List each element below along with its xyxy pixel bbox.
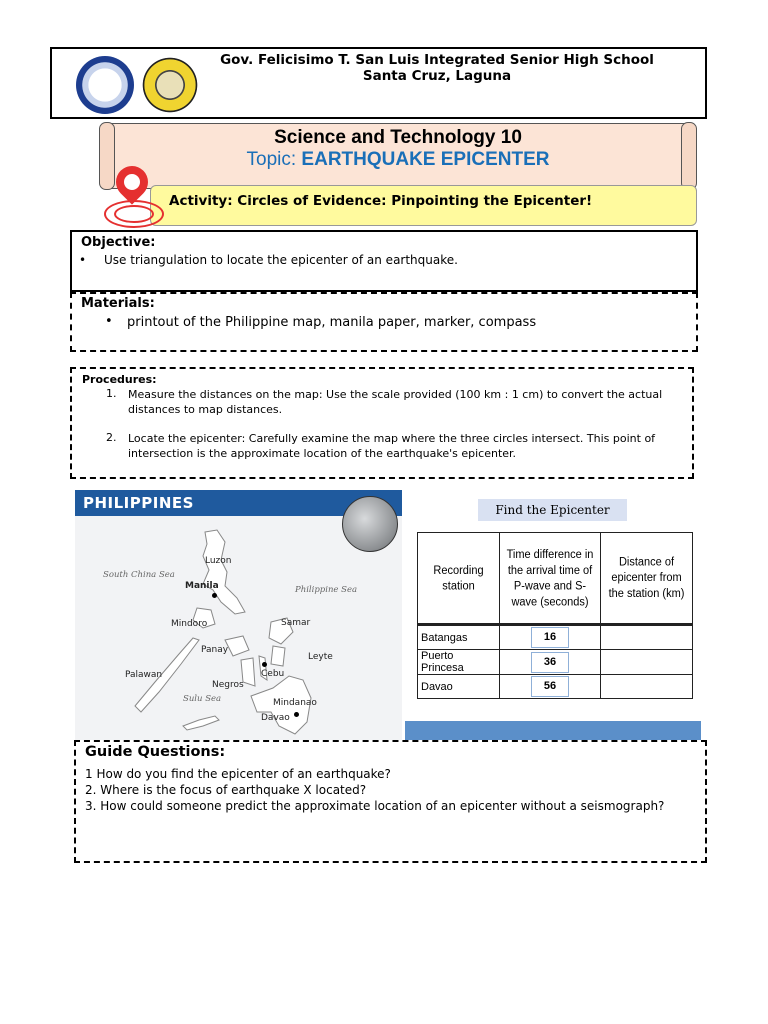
guide-heading: Guide Questions:: [85, 744, 226, 760]
sea-label: Philippine Sea: [295, 585, 358, 595]
sulu-islands: [183, 716, 219, 730]
city-marker-icon: [294, 712, 299, 717]
figure-title: Find the Epicenter: [478, 499, 627, 521]
time-value: 16: [531, 627, 569, 648]
school-name-block: [202, 52, 672, 84]
column-header: Time difference in the arrival time of P-wave and S-wave (seconds): [500, 530, 601, 627]
materials-box: [70, 292, 698, 352]
place-label: Negros: [212, 680, 244, 690]
time-cell: [500, 625, 601, 650]
time-cell: [500, 675, 601, 699]
table-row: [418, 675, 693, 699]
station-cell: Puerto Princesa: [418, 650, 500, 675]
objective-heading: Objective:: [81, 235, 156, 250]
map-title: PHILIPPINES: [83, 494, 194, 512]
activity-banner: [150, 185, 697, 226]
place-label: Davao: [261, 713, 290, 723]
deped-laguna-logo-icon: [141, 56, 199, 114]
guide-question: 2. Where is the focus of earthquake X located?: [85, 783, 367, 797]
topic-line: [104, 149, 692, 171]
city-marker-icon: [262, 662, 267, 667]
distance-cell: [601, 650, 693, 675]
table-row: [418, 650, 693, 675]
place-label: Palawan: [125, 670, 163, 680]
title-banner: [103, 123, 693, 189]
procedures-box: [70, 367, 694, 479]
philippines-map: [75, 490, 402, 740]
guide-question: 1 How do you find the epicenter of an earthquake?: [85, 767, 391, 781]
procedures-heading: Procedures:: [82, 373, 157, 386]
guide-question-list: [85, 766, 685, 814]
time-cell: [500, 650, 601, 675]
place-label: Panay: [201, 645, 229, 655]
objective-item: Use triangulation to locate the epicenter of an earthquake.: [104, 253, 458, 267]
school-name: Gov. Felicisimo T. San Luis Integrated Senior High School: [220, 52, 654, 68]
procedure-number: 2.: [106, 431, 117, 444]
leyte-island: [271, 646, 285, 666]
time-value: 36: [531, 652, 569, 673]
column-header: Recording station: [418, 530, 500, 627]
place-label: Mindanao: [273, 698, 317, 708]
location-pin-center-icon: [124, 174, 140, 190]
objective-bullet-icon: •: [79, 253, 87, 267]
place-label: Manila: [185, 581, 219, 591]
materials-bullet-icon: •: [105, 314, 113, 329]
station-cell: Davao: [418, 675, 500, 699]
distance-cell: [601, 675, 693, 699]
place-label: Luzon: [205, 556, 232, 566]
topic-label: Topic:: [246, 149, 302, 170]
materials-heading: Materials:: [81, 296, 155, 311]
school-location: Santa Cruz, Laguna: [362, 68, 512, 84]
place-label: Cebu: [261, 669, 285, 679]
division-logo-icon: [76, 56, 134, 114]
activity-title: Activity: Circles of Evidence: Pinpointing the Epicenter!: [169, 193, 593, 209]
place-label: Leyte: [308, 652, 333, 662]
place-label: Mindoro: [171, 619, 208, 629]
station-cell: Batangas: [418, 625, 500, 650]
find-epicenter-figure: [405, 490, 701, 742]
epicenter-table: [417, 532, 693, 699]
topic-title: EARTHQUAKE EPICENTER: [301, 149, 550, 170]
city-marker-icon: [212, 593, 217, 598]
procedure-step: Measure the distances on the map: Use the scale provided (100 km : 1 cm) to convert the actual distances to map distances.: [128, 388, 663, 416]
objective-box: [70, 230, 698, 292]
islands-drawing: [75, 490, 402, 740]
table-row: [418, 625, 693, 650]
guide-questions-box: [74, 740, 707, 863]
figure-footer-bar: [405, 721, 701, 742]
guide-question: 3. How could someone predict the approximate location of an epicenter without a seismograph?: [85, 799, 665, 813]
procedure-number: 1.: [106, 387, 117, 400]
table-header-row: [418, 533, 693, 625]
place-label: Samar: [281, 618, 311, 628]
time-value: 56: [531, 676, 569, 697]
school-header: [50, 47, 707, 119]
sea-label: Sulu Sea: [183, 694, 222, 704]
distance-cell: [601, 625, 693, 650]
column-header: Distance of epicenter from the station (km): [601, 530, 693, 627]
materials-item: printout of the Philippine map, manila paper, marker, compass: [127, 315, 537, 330]
subject-title: Science and Technology 10: [274, 127, 522, 148]
epicenter-inner-ring-icon: [114, 205, 154, 223]
procedure-step: Locate the epicenter: Carefully examine the map where the three circles intersect. This point of intersection is the approximate location of the earthquake's epicenter.: [128, 432, 656, 460]
sea-label: South China Sea: [103, 570, 175, 580]
luzon-island: [203, 530, 245, 614]
panay-island: [225, 636, 249, 656]
